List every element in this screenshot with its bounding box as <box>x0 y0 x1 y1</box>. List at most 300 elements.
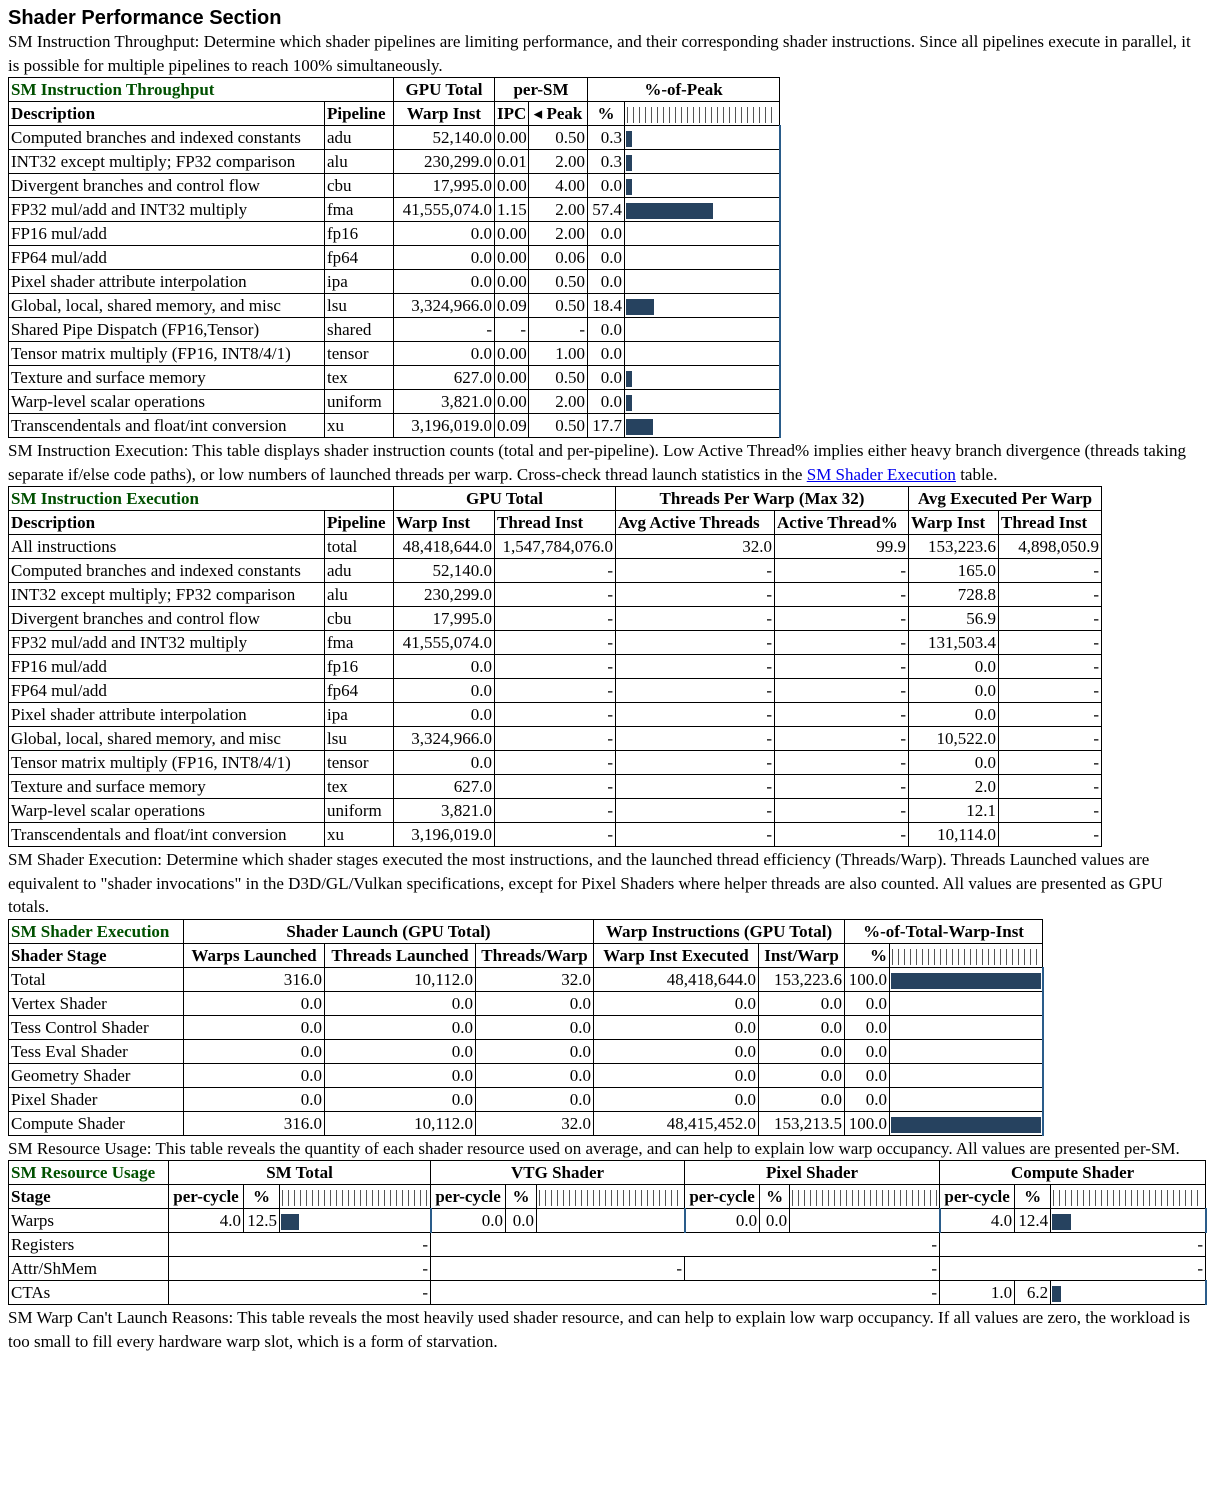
pipeline-cell: adu <box>325 559 394 583</box>
avg-thread-inst-cell: - <box>999 583 1102 607</box>
threads-per-warp-cell: 0.0 <box>476 1063 594 1087</box>
description-cell: FP16 mul/add <box>9 222 325 246</box>
pct-bar-cell <box>1051 1281 1206 1305</box>
avg-thread-inst-cell: - <box>999 679 1102 703</box>
threads-launched-cell: 0.0 <box>325 1063 476 1087</box>
pct-bar <box>1052 1286 1061 1302</box>
table-row <box>9 318 780 342</box>
pct-cell: 100.0 <box>845 967 890 991</box>
pipeline-cell: fp64 <box>325 679 394 703</box>
sm-shader-execution-link[interactable]: SM Shader Execution <box>806 464 956 484</box>
avg-active-threads-cell: - <box>616 583 775 607</box>
peak-cell: 1.00 <box>529 342 588 366</box>
description-cell: Warp-level scalar operations <box>9 799 325 823</box>
pct-cell: 6.2 <box>1015 1281 1051 1305</box>
thread-inst-cell: - <box>495 751 616 775</box>
peak-cell: 2.00 <box>529 150 588 174</box>
active-thread-pct-cell: - <box>775 631 909 655</box>
stage-cell: Tess Eval Shader <box>9 1039 184 1063</box>
group-header: per-SM <box>495 78 588 102</box>
column-header: Pipeline <box>325 511 394 535</box>
table-row <box>9 174 780 198</box>
warp-inst-cell: - <box>394 318 495 342</box>
active-thread-pct-cell: - <box>775 823 909 847</box>
pct-bar-cell <box>625 246 780 270</box>
execution-intro-tail: table. <box>955 464 998 484</box>
pct-cell: 0.0 <box>588 390 625 414</box>
pipeline-cell: tensor <box>325 751 394 775</box>
inst-per-warp-cell: 0.0 <box>759 1087 845 1111</box>
threads-launched-cell: 0.0 <box>325 1039 476 1063</box>
ipc-cell: 0.00 <box>495 342 529 366</box>
warp-inst-cell: 627.0 <box>394 366 495 390</box>
avg-warp-inst-cell: 0.0 <box>909 703 999 727</box>
percent-scale-ticks <box>625 102 780 126</box>
pipeline-cell: tensor <box>325 342 394 366</box>
avg-warp-inst-cell: 131,503.4 <box>909 631 999 655</box>
pct-bar-cell <box>625 174 780 198</box>
stage-cell: Registers <box>9 1233 169 1257</box>
column-header: Thread Inst <box>999 511 1102 535</box>
pct-bar <box>891 1117 1041 1133</box>
table-row <box>9 967 1043 991</box>
pct-bar-cell <box>625 198 780 222</box>
pipeline-cell: fma <box>325 631 394 655</box>
column-header: Pipeline <box>325 102 394 126</box>
pct-cell: 17.7 <box>588 414 625 438</box>
peak-cell: 0.50 <box>529 294 588 318</box>
sm-total-cell: - <box>169 1281 431 1305</box>
pct-bar <box>626 179 632 195</box>
pipeline-cell: uniform <box>325 390 394 414</box>
pct-bar-cell <box>890 1039 1043 1063</box>
avg-warp-inst-cell: 728.8 <box>909 583 999 607</box>
pipeline-cell: fma <box>325 198 394 222</box>
table-row <box>9 703 1102 727</box>
inst-per-warp-cell: 0.0 <box>759 1015 845 1039</box>
ipc-cell: 0.00 <box>495 222 529 246</box>
group-header: VTG Shader <box>431 1161 685 1185</box>
table-row <box>9 366 780 390</box>
pct-cell: 0.0 <box>760 1209 790 1233</box>
threads-launched-cell: 0.0 <box>325 1087 476 1111</box>
warp-inst-cell: 3,821.0 <box>394 390 495 414</box>
pct-bar-cell <box>625 126 780 150</box>
peak-cell: 0.06 <box>529 246 588 270</box>
table-row <box>9 246 780 270</box>
avg-thread-inst-cell: - <box>999 559 1102 583</box>
table-row <box>9 1233 1206 1257</box>
pipeline-cell: adu <box>325 126 394 150</box>
stage-cell: Vertex Shader <box>9 991 184 1015</box>
threads-per-warp-cell: 32.0 <box>476 1111 594 1135</box>
pct-bar-cell <box>1051 1209 1206 1233</box>
table-row <box>9 991 1043 1015</box>
column-header: % <box>506 1185 537 1209</box>
vtg-pixel-cell: - <box>431 1281 940 1305</box>
table-row <box>9 150 780 174</box>
column-header: Warps Launched <box>184 943 325 967</box>
pct-bar-cell <box>890 1063 1043 1087</box>
pipeline-cell: shared <box>325 318 394 342</box>
active-thread-pct-cell: - <box>775 727 909 751</box>
group-header: GPU Total <box>394 487 616 511</box>
warps-launched-cell: 0.0 <box>184 1063 325 1087</box>
vtg-pixel-cell: - <box>431 1233 940 1257</box>
table-row <box>9 727 1102 751</box>
group-header: Pixel Shader <box>685 1161 940 1185</box>
peak-cell: 0.50 <box>529 270 588 294</box>
pixel-cell: - <box>685 1257 940 1281</box>
threads-per-warp-cell: 0.0 <box>476 1087 594 1111</box>
pct-bar-cell <box>890 1087 1043 1111</box>
warps-launched-cell: 0.0 <box>184 991 325 1015</box>
description-cell: Texture and surface memory <box>9 366 325 390</box>
warp-inst-cell: 52,140.0 <box>394 126 495 150</box>
pct-bar-cell <box>890 991 1043 1015</box>
active-thread-pct-cell: - <box>775 799 909 823</box>
vtg-cell: - <box>431 1257 685 1281</box>
pct-bar-cell <box>890 967 1043 991</box>
warp-inst-executed-cell: 48,415,452.0 <box>594 1111 759 1135</box>
thread-inst-cell: - <box>495 799 616 823</box>
description-cell: Transcendentals and float/int conversion <box>9 823 325 847</box>
avg-warp-inst-cell: 10,114.0 <box>909 823 999 847</box>
warp-inst-cell: 627.0 <box>394 775 495 799</box>
description-cell: Shared Pipe Dispatch (FP16,Tensor) <box>9 318 325 342</box>
peak-cell: - <box>529 318 588 342</box>
active-thread-pct-cell: - <box>775 751 909 775</box>
sm-resource-usage-table <box>8 1160 1207 1305</box>
active-thread-pct-cell: - <box>775 775 909 799</box>
column-header: per-cycle <box>169 1185 244 1209</box>
table-row <box>9 1063 1043 1087</box>
description-cell: Warp-level scalar operations <box>9 390 325 414</box>
inst-per-warp-cell: 0.0 <box>759 1039 845 1063</box>
description-cell: FP64 mul/add <box>9 246 325 270</box>
per-cycle-cell: 1.0 <box>940 1281 1015 1305</box>
thread-inst-cell: - <box>495 583 616 607</box>
avg-active-threads-cell: - <box>616 607 775 631</box>
stage-cell: Total <box>9 967 184 991</box>
warp-inst-cell: 0.0 <box>394 655 495 679</box>
table-row <box>9 1111 1043 1135</box>
warp-inst-cell: 3,196,019.0 <box>394 414 495 438</box>
pct-cell: 0.0 <box>588 366 625 390</box>
pipeline-cell: fp64 <box>325 246 394 270</box>
column-header: Stage <box>9 1185 169 1209</box>
pct-bar-cell <box>625 150 780 174</box>
avg-active-threads-cell: - <box>616 751 775 775</box>
inst-per-warp-cell: 0.0 <box>759 1063 845 1087</box>
pct-bar-cell <box>625 222 780 246</box>
group-header: SM Total <box>169 1161 431 1185</box>
pct-cell: 12.5 <box>244 1209 280 1233</box>
ipc-cell: 0.00 <box>495 246 529 270</box>
pct-cell: 0.0 <box>845 1015 890 1039</box>
thread-inst-cell: 1,547,784,076.0 <box>495 535 616 559</box>
stage-cell: Pixel Shader <box>9 1087 184 1111</box>
threads-per-warp-cell: 0.0 <box>476 1039 594 1063</box>
threads-launched-cell: 10,112.0 <box>325 1111 476 1135</box>
pct-bar-cell <box>280 1209 431 1233</box>
description-cell: Pixel shader attribute interpolation <box>9 703 325 727</box>
warps-launched-cell: 0.0 <box>184 1015 325 1039</box>
table-row <box>9 751 1102 775</box>
group-header: Compute Shader <box>940 1161 1206 1185</box>
table-row <box>9 222 780 246</box>
warp-inst-cell: 3,196,019.0 <box>394 823 495 847</box>
warp-inst-cell: 3,324,966.0 <box>394 294 495 318</box>
pct-bar <box>626 203 713 219</box>
percent-scale-ticks <box>537 1185 685 1209</box>
avg-thread-inst-cell: - <box>999 727 1102 751</box>
description-cell: Computed branches and indexed constants <box>9 559 325 583</box>
table-row <box>9 342 780 366</box>
pct-cell: 0.0 <box>845 1039 890 1063</box>
description-cell: FP16 mul/add <box>9 655 325 679</box>
inst-per-warp-cell: 153,213.5 <box>759 1111 845 1135</box>
group-header: %-of-Total-Warp-Inst <box>845 919 1043 943</box>
stage-cell: Attr/ShMem <box>9 1257 169 1281</box>
description-cell: INT32 except multiply; FP32 comparison <box>9 583 325 607</box>
table-name: SM Instruction Throughput <box>9 78 394 102</box>
warp-inst-cell: 3,821.0 <box>394 799 495 823</box>
column-header: Description <box>9 511 325 535</box>
active-thread-pct-cell: - <box>775 607 909 631</box>
column-header: Threads Launched <box>325 943 476 967</box>
avg-thread-inst-cell: - <box>999 799 1102 823</box>
per-cycle-cell: 0.0 <box>431 1209 506 1233</box>
description-cell: INT32 except multiply; FP32 comparison <box>9 150 325 174</box>
thread-inst-cell: - <box>495 607 616 631</box>
column-header: per-cycle <box>685 1185 760 1209</box>
column-header: Warp Inst <box>394 511 495 535</box>
pct-bar-cell <box>625 390 780 414</box>
avg-thread-inst-cell: - <box>999 607 1102 631</box>
section-title: Shader Performance Section <box>8 7 282 29</box>
avg-active-threads-cell: - <box>616 631 775 655</box>
threads-launched-cell: 0.0 <box>325 991 476 1015</box>
active-thread-pct-cell: 99.9 <box>775 535 909 559</box>
warp-inst-executed-cell: 0.0 <box>594 1015 759 1039</box>
column-header: % <box>845 943 890 967</box>
stage-cell: Geometry Shader <box>9 1063 184 1087</box>
pct-cell: 0.0 <box>588 222 625 246</box>
ipc-cell: 0.01 <box>495 150 529 174</box>
table-row <box>9 270 780 294</box>
table-row <box>9 1281 1206 1305</box>
pct-cell: 0.3 <box>588 126 625 150</box>
resource-intro: SM Resource Usage: This table reveals the quantity of each shader resource used on average, and can help to explain low warp occupancy. All values are presented per-SM. <box>8 1138 1180 1158</box>
warp-inst-cell: 0.0 <box>394 342 495 366</box>
thread-inst-cell: - <box>495 775 616 799</box>
stage-cell: Warps <box>9 1209 169 1233</box>
warp-inst-cell: 0.0 <box>394 270 495 294</box>
pct-bar-cell <box>625 318 780 342</box>
avg-thread-inst-cell: - <box>999 631 1102 655</box>
pct-cell: 0.0 <box>506 1209 537 1233</box>
description-cell: Tensor matrix multiply (FP16, INT8/4/1) <box>9 751 325 775</box>
pct-bar-cell <box>625 342 780 366</box>
avg-active-threads-cell: - <box>616 775 775 799</box>
pipeline-cell: total <box>325 535 394 559</box>
per-cycle-cell: 4.0 <box>169 1209 244 1233</box>
active-thread-pct-cell: - <box>775 679 909 703</box>
avg-active-threads-cell: - <box>616 799 775 823</box>
pipeline-cell: lsu <box>325 727 394 751</box>
avg-warp-inst-cell: 0.0 <box>909 655 999 679</box>
column-header: Shader Stage <box>9 943 184 967</box>
column-header: % <box>760 1185 790 1209</box>
sm-instruction-throughput-table <box>8 77 781 438</box>
avg-warp-inst-cell: 10,522.0 <box>909 727 999 751</box>
warp-inst-executed-cell: 0.0 <box>594 1087 759 1111</box>
active-thread-pct-cell: - <box>775 559 909 583</box>
column-header: Warp Inst <box>394 102 495 126</box>
pct-cell: 0.0 <box>588 270 625 294</box>
pct-bar <box>891 973 1041 989</box>
avg-warp-inst-cell: 0.0 <box>909 679 999 703</box>
description-cell: Tensor matrix multiply (FP16, INT8/4/1) <box>9 342 325 366</box>
column-header: Warp Inst Executed <box>594 943 759 967</box>
pct-cell: 0.0 <box>845 1087 890 1111</box>
table-name: SM Instruction Execution <box>9 487 394 511</box>
column-header: per-cycle <box>940 1185 1015 1209</box>
sm-total-cell: - <box>169 1233 431 1257</box>
percent-scale-ticks <box>890 943 1043 967</box>
ipc-cell: 0.00 <box>495 270 529 294</box>
pct-bar <box>626 395 632 411</box>
table-row <box>9 1015 1043 1039</box>
warp-inst-executed-cell: 48,418,644.0 <box>594 967 759 991</box>
table-row <box>9 126 780 150</box>
pct-cell: 0.3 <box>588 150 625 174</box>
table-row <box>9 1257 1206 1281</box>
table-row <box>9 679 1102 703</box>
avg-thread-inst-cell: - <box>999 775 1102 799</box>
pipeline-cell: cbu <box>325 607 394 631</box>
table-row <box>9 775 1102 799</box>
pipeline-cell: ipa <box>325 703 394 727</box>
warp-inst-cell: 3,324,966.0 <box>394 727 495 751</box>
pct-cell: 0.0 <box>588 318 625 342</box>
thread-inst-cell: - <box>495 823 616 847</box>
table-row <box>9 294 780 318</box>
avg-warp-inst-cell: 0.0 <box>909 751 999 775</box>
ipc-cell: 0.00 <box>495 390 529 414</box>
group-header: Threads Per Warp (Max 32) <box>616 487 909 511</box>
avg-thread-inst-cell: 4,898,050.9 <box>999 535 1102 559</box>
pct-cell: 0.0 <box>845 991 890 1015</box>
pct-bar-cell <box>625 270 780 294</box>
pipeline-cell: xu <box>325 414 394 438</box>
pipeline-cell: ipa <box>325 270 394 294</box>
thread-inst-cell: - <box>495 727 616 751</box>
avg-thread-inst-cell: - <box>999 655 1102 679</box>
group-header: Shader Launch (GPU Total) <box>184 919 594 943</box>
thread-inst-cell: - <box>495 631 616 655</box>
ipc-cell: 0.00 <box>495 174 529 198</box>
sort-peak-header[interactable]: ◂ Peak <box>529 102 588 126</box>
warps-launched-cell: 0.0 <box>184 1087 325 1111</box>
table-row <box>9 799 1102 823</box>
warp-inst-executed-cell: 0.0 <box>594 991 759 1015</box>
throughput-intro: SM Instruction Throughput: Determine which shader pipelines are limiting performance, and their corresponding shader instructions. Since all pipelines execute in parallel, it is possible for multiple pipelines to reach 100% simultaneously. <box>8 32 1191 75</box>
ipc-cell: 0.00 <box>495 126 529 150</box>
avg-active-threads-cell: 32.0 <box>616 535 775 559</box>
warp-inst-cell: 230,299.0 <box>394 583 495 607</box>
table-row <box>9 823 1102 847</box>
table-row <box>9 607 1102 631</box>
pipeline-cell: tex <box>325 366 394 390</box>
avg-warp-inst-cell: 165.0 <box>909 559 999 583</box>
pipeline-cell: fp16 <box>325 655 394 679</box>
warps-launched-cell: 316.0 <box>184 1111 325 1135</box>
warp-inst-cell: 48,418,644.0 <box>394 535 495 559</box>
description-cell: Pixel shader attribute interpolation <box>9 270 325 294</box>
warp-inst-cell: 52,140.0 <box>394 559 495 583</box>
avg-warp-inst-cell: 2.0 <box>909 775 999 799</box>
pct-cell: 0.0 <box>588 246 625 270</box>
column-header: Description <box>9 102 325 126</box>
warp-inst-cell: 17,995.0 <box>394 174 495 198</box>
column-header: Thread Inst <box>495 511 616 535</box>
inst-per-warp-cell: 0.0 <box>759 991 845 1015</box>
warp-cant-launch-intro: SM Warp Can't Launch Reasons: This table reveals the most heavily used shader resource, and can help to explain low warp occupancy. If all values are zero, the workload is too small to fill every hardware warp slot, which is a form of starvation. <box>8 1308 1191 1351</box>
avg-warp-inst-cell: 153,223.6 <box>909 535 999 559</box>
peak-cell: 0.50 <box>529 126 588 150</box>
avg-active-threads-cell: - <box>616 559 775 583</box>
table-row <box>9 559 1102 583</box>
inst-per-warp-cell: 153,223.6 <box>759 967 845 991</box>
warp-inst-cell: 41,555,074.0 <box>394 631 495 655</box>
threads-launched-cell: 0.0 <box>325 1015 476 1039</box>
pipeline-cell: fp16 <box>325 222 394 246</box>
warp-inst-executed-cell: 0.0 <box>594 1039 759 1063</box>
pipeline-cell: tex <box>325 775 394 799</box>
pct-bar-cell <box>790 1209 940 1233</box>
pct-cell: 57.4 <box>588 198 625 222</box>
warp-inst-cell: 17,995.0 <box>394 607 495 631</box>
column-header: per-cycle <box>431 1185 506 1209</box>
pct-bar <box>626 155 632 171</box>
pct-cell: 100.0 <box>845 1111 890 1135</box>
warps-launched-cell: 0.0 <box>184 1039 325 1063</box>
thread-inst-cell: - <box>495 679 616 703</box>
avg-active-threads-cell: - <box>616 703 775 727</box>
pct-bar-cell <box>625 366 780 390</box>
table-row <box>9 583 1102 607</box>
sm-instruction-execution-table <box>8 486 1102 847</box>
table-row <box>9 1209 1206 1233</box>
table-row <box>9 198 780 222</box>
sm-shader-execution-table <box>8 919 1044 1136</box>
column-header: Threads/Warp <box>476 943 594 967</box>
description-cell: Transcendentals and float/int conversion <box>9 414 325 438</box>
percent-scale-ticks <box>280 1185 431 1209</box>
description-cell: Global, local, shared memory, and misc <box>9 294 325 318</box>
warp-inst-cell: 0.0 <box>394 751 495 775</box>
pct-bar <box>626 419 653 435</box>
warp-inst-cell: 0.0 <box>394 246 495 270</box>
pipeline-cell: alu <box>325 583 394 607</box>
active-thread-pct-cell: - <box>775 655 909 679</box>
warp-inst-cell: 0.0 <box>394 222 495 246</box>
pct-bar <box>626 131 632 147</box>
pct-cell: 18.4 <box>588 294 625 318</box>
pct-bar-cell <box>890 1015 1043 1039</box>
